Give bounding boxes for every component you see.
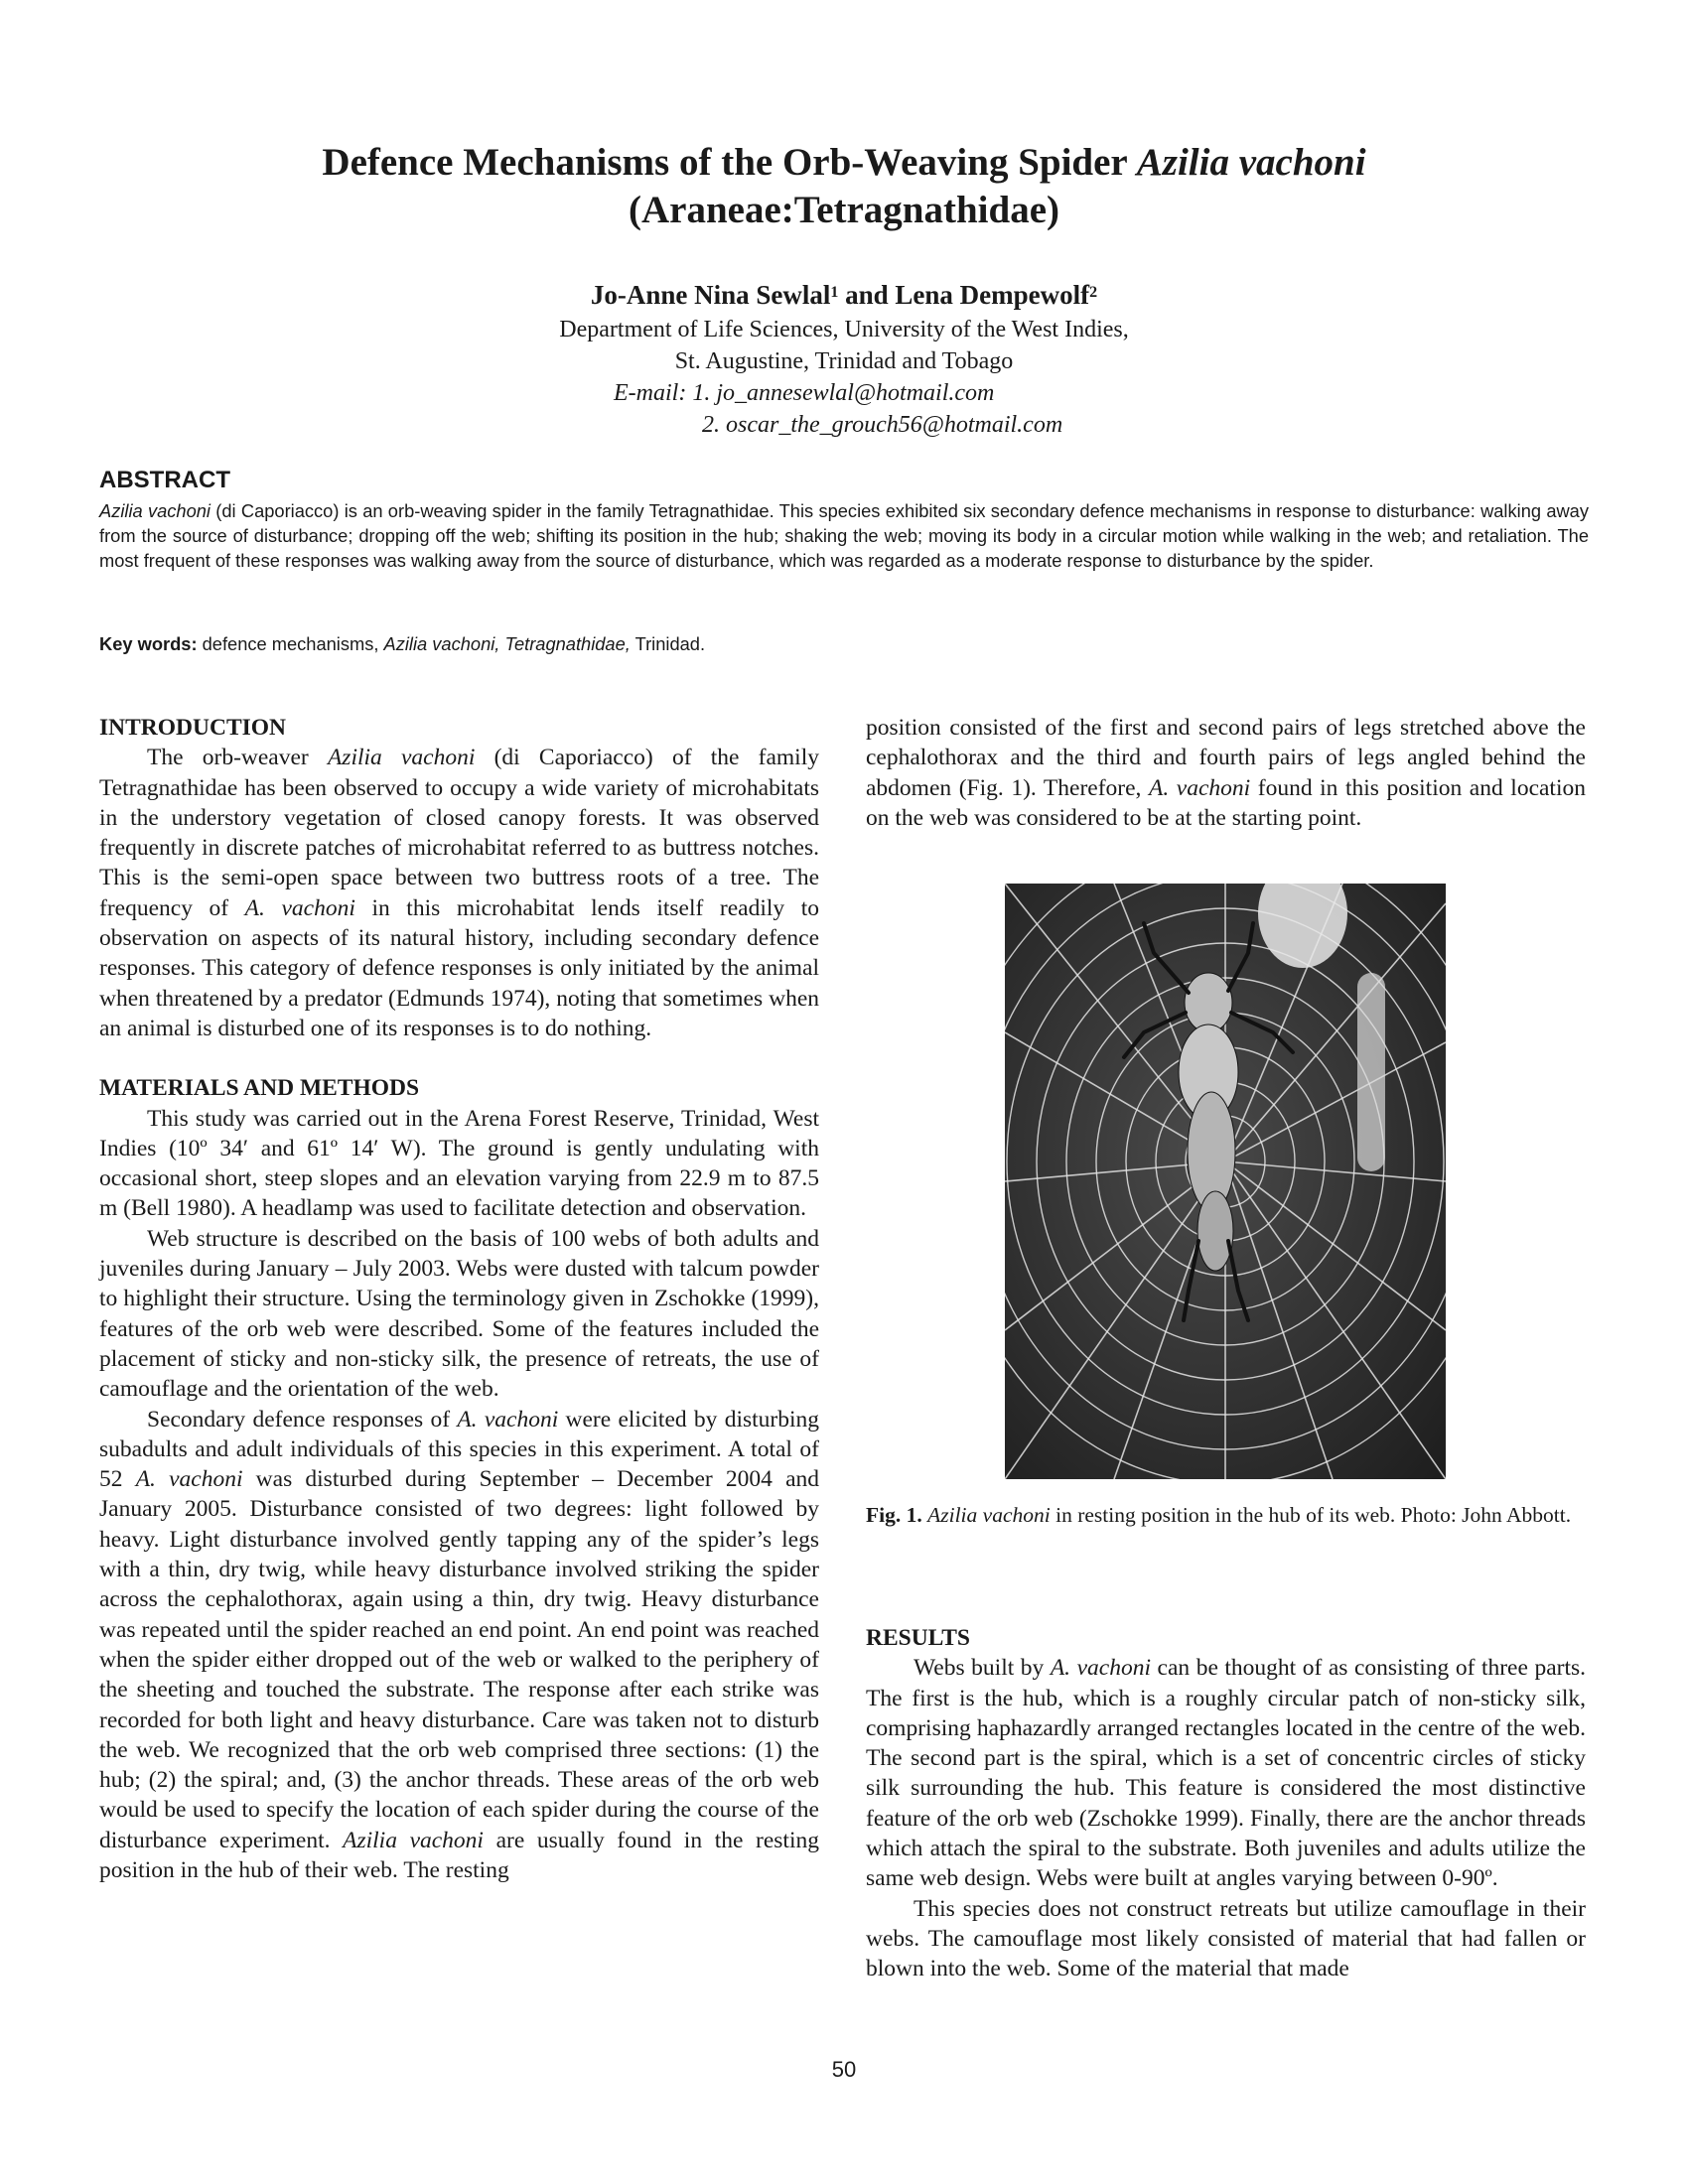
right-column-top: [866, 713, 1586, 833]
methods-heading: MATERIALS AND METHODS: [99, 1075, 420, 1102]
author-1: Jo-Anne Nina Sewlal: [590, 280, 831, 310]
paper-title: Defence Mechanisms of the Orb-Weaving Spider Azilia vachoni (Araneae:Tetragnathidae): [322, 141, 1366, 231]
figure-1-photo: [1005, 884, 1446, 1479]
email-2: 2. oscar_the_grouch56@hotmail.com: [702, 412, 1063, 438]
introduction-heading: INTRODUCTION: [99, 715, 287, 741]
author-2: Lena Dempewolf: [895, 280, 1090, 310]
keywords: Key words: defence mechanisms, Azilia vachoni, Tetragnathidae, Trinidad.: [99, 633, 706, 654]
email-1: E-mail: 1. jo_annesewlal@hotmail.com: [614, 380, 995, 406]
results-paragraph-1: Webs built by A. vachoni can be thought of as consisting of three parts. The first is the hub, which is a roughly circular patch of non-sticky silk, comprising haphazardly arranged rectangles located in the centre of the web. The second part is the spiral, which is a set of concentric circles of sticky silk surrounding the hub. This feature is considered the most distinctive feature of the orb web (Zschokke 1999). Finally, there are the anchor threads which attach the spiral to the substrate. Both juveniles and adults utilize the same web design. Webs were built at angles varying between 0-90º.: [866, 1655, 1587, 1892]
right-column-bottom: [866, 1623, 1586, 1984]
page-number: 50: [831, 2057, 857, 2082]
affiliation: Department of Life Sciences, University of the West Indies, St. Augustine, Trinidad and Tobago: [559, 317, 1129, 374]
results-paragraph-2: This species does not construct retreats but utilize camouflage in their webs. The camouflage most likely consisted of material that had fallen or blown into the web. Some of the material that made: [866, 1895, 1586, 1982]
left-column: [99, 713, 819, 1885]
author-list: Jo-Anne Nina Sewlal$^1$ and Lena Dempewolf$^2$: [590, 280, 1098, 310]
abstract-heading: ABSTRACT: [99, 467, 230, 493]
methods-paragraph-3: Secondary defence responses of A. vachoni were elicited by disturbing subadults and adult individuals of this species in this experiment. A total of 52 A. vachoni was disturbed during September – December 2004 and January 2005. Disturbance consisted of two degrees: light followed by heavy. Light disturbance involved gently tapping any of the spider’s legs with a thin, dry twig, while heavy disturbance involved striking the spider across the cephalothorax, again using a thin, dry twig. Heavy disturbance was repeated until the spider reached an end point. An end point was reached when the spider either dropped out of the web or walked to the periphery of the sheeting and touched the substrate. The response after each strike was recorded for both light and heavy disturbance. Care was taken not to disturb the web. We recognized that the orb web comprised three sections: (1) the hub; (2) the spiral; and, (3) the anchor threads. These areas of the orb web would be used to specify the location of each spider during the course of the disturbance experiment. Azilia vachoni are usually found in the resting position in the hub of their web. The resting: [99, 1406, 820, 1883]
results-heading: RESULTS: [866, 1625, 970, 1651]
spider-web-photo: [1005, 884, 1446, 1479]
resting-position-paragraph: position consisted of the first and second pairs of legs stretched above the cephalothorax and the third and fourth pairs of legs angled behind the abdomen (Fig. 1). Therefore, A. vachoni found in this position and location on the web was considered to be at the starting point.: [866, 715, 1586, 831]
methods-paragraph-2: Web structure is described on the basis of 100 webs of both adults and juveniles during January – July 2003. Webs were dusted with talcum powder to highlight their structure. Using the terminology given in Zschokke (1999), features of the orb web were described. Some of the features included the placement of sticky and non-sticky silk, the presence of retreats, the use of camouflage and the orientation of the web.: [99, 1225, 819, 1403]
introduction-paragraph: The orb-weaver Azilia vachoni (di Caporiacco) of the family Tetragnathidae has been observed to occupy a wide variety of microhabitats in the understory vegetation of closed canopy forests. It was observed frequently in discrete patches of microhabitat referred to as buttress notches. This is the semi-open space between two buttress roots of a tree. The frequency of A. vachoni in this microhabitat lends itself readily to observation on aspects of its natural history, including secondary defence responses. This category of defence responses is only initiated by the animal when threatened by a predator (Edmunds 1974), noting that sometimes when an animal is disturbed one of its responses is to do nothing.: [99, 745, 819, 1041]
figure-1-caption: Fig. 1. Azilia vachoni in resting position in the hub of its web. Photo: John Abbott.: [866, 1503, 1572, 1527]
methods-paragraph-1: This study was carried out in the Arena Forest Reserve, Trinidad, West Indies (10º 34′ and 61º 14′ W). The ground is gently undulating with occasional short, steep slopes and an elevation varying from 22.9 m to 87.5 m (Bell 1980). A headlamp was used to facilitate detection and observation.: [99, 1105, 819, 1222]
abstract-text: Azilia vachoni (di Caporiacco) is an orb-weaving spider in the family Tetragnathidae. This species exhibited six secondary defence mechanisms in response to disturbance: walking away from the source of disturbance; dropping off the web; shifting its position in the hub; shaking the web; moving its body in a circular motion while walking in the web; and retaliation. The most frequent of these responses was walking away from the source of disturbance, which was regarded as a moderate response to disturbance by the spider.: [99, 500, 1589, 571]
